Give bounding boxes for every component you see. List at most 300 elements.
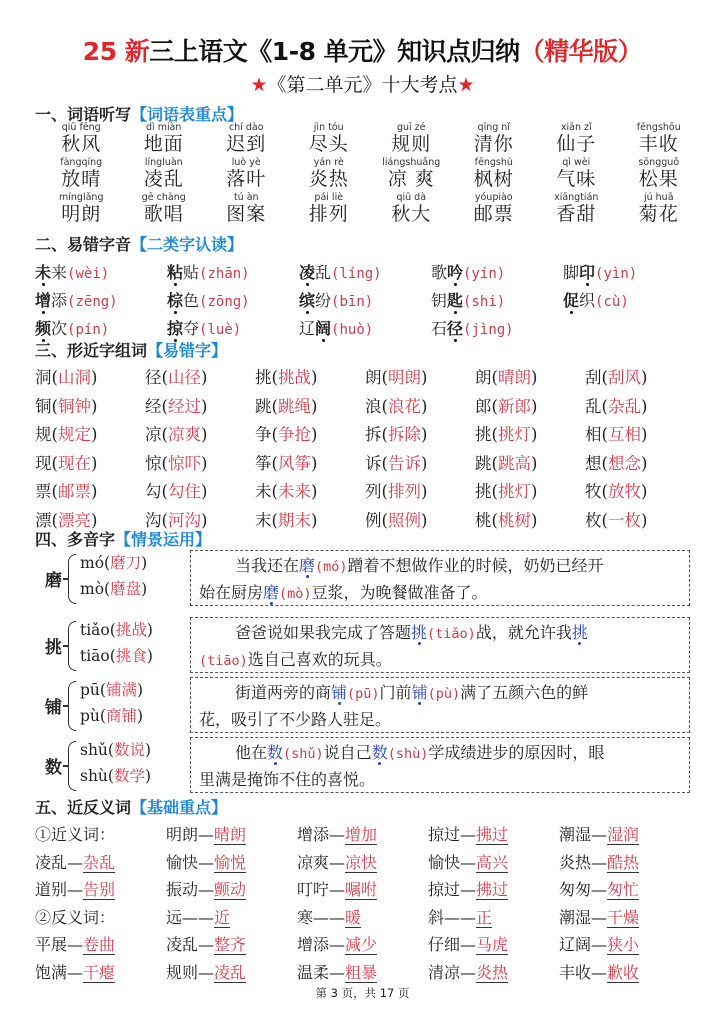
pinyin: fēngshù <box>474 157 513 168</box>
similar-char-item <box>585 450 695 474</box>
paren: ) <box>640 368 648 388</box>
compound-word: 挑灯 <box>497 425 531 445</box>
paren: ) <box>200 453 208 473</box>
pinyin: tú àn <box>233 192 259 203</box>
sentence-line <box>199 553 681 580</box>
word-pair <box>297 822 428 845</box>
char: 经 <box>145 396 162 416</box>
similar-char-item <box>365 507 475 531</box>
word: 潮湿— <box>559 907 608 927</box>
word: 远—— <box>166 907 215 927</box>
word-pair <box>559 960 690 983</box>
pinyin: jú huā <box>643 192 674 203</box>
word-pair <box>166 960 297 983</box>
answer: 晴朗 <box>214 825 247 845</box>
compound-word: 想念 <box>607 453 641 473</box>
similar-char-item <box>475 450 585 474</box>
reading-line <box>80 550 147 576</box>
vocab-item <box>370 192 453 227</box>
pronunciation-item <box>35 288 167 311</box>
highlight-char: 磨 <box>263 583 280 602</box>
pinyin: (zhān) <box>199 265 250 282</box>
pronunciation-item <box>299 316 431 339</box>
word-rest: 歌 <box>431 262 448 282</box>
sentence-line <box>199 620 681 647</box>
word-pair <box>428 822 559 845</box>
word: 明朗 <box>61 203 102 225</box>
similar-char-item <box>255 421 365 445</box>
similar-char-item <box>255 478 365 502</box>
word: 炎热 <box>308 168 349 190</box>
answer: 告别 <box>83 880 116 900</box>
word: 饱满— <box>35 962 84 982</box>
paren: ( <box>381 368 388 388</box>
answer: 愉悦 <box>214 852 247 872</box>
paren: ( <box>51 453 58 473</box>
word: 明朗— <box>166 825 215 845</box>
paren: ) <box>90 396 98 416</box>
word: 凉爽— <box>297 852 346 872</box>
pinyin: (zēng) <box>67 293 118 310</box>
word: 排列 <box>308 203 349 225</box>
paren: ( <box>51 396 58 416</box>
reading-line <box>80 737 151 763</box>
paren: ( <box>51 510 58 530</box>
word-rest: 辽 <box>299 318 316 338</box>
word-pair <box>428 932 559 955</box>
char: 浪 <box>365 396 382 416</box>
pinyin: (shǔ) <box>283 746 324 762</box>
word: 匆匆— <box>559 880 608 900</box>
heading-text: 四、多音字 <box>35 530 116 549</box>
word-rest: 脚 <box>563 262 580 282</box>
paren: ( <box>601 425 608 445</box>
pinyin: (bīn) <box>331 293 374 310</box>
paren: ( <box>109 621 116 639</box>
char: 末 <box>255 510 272 530</box>
pinyin: yóupiào <box>474 192 513 203</box>
vocab-row <box>40 157 700 192</box>
word: 叮咛— <box>297 880 346 900</box>
word: 图案 <box>226 203 267 225</box>
dotted-char: 增 <box>35 290 52 310</box>
paren: ) <box>90 453 98 473</box>
paren: ) <box>310 482 318 502</box>
word: 愉快— <box>428 852 477 872</box>
char: 铜 <box>35 396 52 416</box>
example-sentence-box <box>190 677 690 733</box>
polyphone-char: 铺 <box>45 698 62 718</box>
char: 挑 <box>255 368 272 388</box>
word-pair <box>559 850 690 873</box>
paren: ) <box>136 681 144 699</box>
word: 增添— <box>297 935 346 955</box>
word: 秋风 <box>61 133 102 155</box>
text: 里满是掩饰不住的喜悦。 <box>199 770 376 789</box>
vocab-item <box>40 192 123 227</box>
paren: ( <box>381 425 388 445</box>
compound-word: 山径 <box>167 368 201 388</box>
word: 平展— <box>35 935 84 955</box>
pinyin: yán rè <box>313 157 344 168</box>
word-rest: 次 <box>51 318 68 338</box>
similar-char-item <box>145 421 255 445</box>
pinyin: gē chàng <box>141 192 186 203</box>
text: 学成绩进步的原因时，眼 <box>428 743 605 762</box>
paren: ) <box>145 741 152 759</box>
word-pair <box>297 960 428 983</box>
synonym-row <box>35 820 695 848</box>
reading-word: 磨刀 <box>110 554 142 572</box>
vocab-item <box>40 157 123 192</box>
word-pair <box>428 905 559 928</box>
vocab-item <box>123 157 206 192</box>
answer: 整齐 <box>214 935 247 955</box>
answer: 暖 <box>345 907 362 927</box>
vocab-item <box>618 157 701 192</box>
answer: 拂过 <box>476 880 509 900</box>
synonym-row <box>35 958 695 986</box>
compound-word: 跳绳 <box>277 396 311 416</box>
compound-word: 凉爽 <box>167 425 201 445</box>
dotted-char: 印 <box>579 262 596 282</box>
similar-char-item <box>255 507 365 531</box>
reading-word: 数说 <box>113 741 145 759</box>
vocab-item <box>535 192 618 227</box>
word: 菊花 <box>638 203 679 225</box>
word-rest: 色 <box>183 290 200 310</box>
char: 朗 <box>475 368 492 388</box>
highlight-char: 数 <box>267 743 284 762</box>
paren: ( <box>107 767 114 785</box>
paren: ) <box>310 453 318 473</box>
word-rest: 添 <box>51 290 68 310</box>
pinyin: (shi) <box>463 293 506 310</box>
reading-pinyin: tiāo <box>80 647 110 665</box>
compound-word: 照例 <box>387 510 421 530</box>
sentence-line <box>199 707 681 732</box>
paren: ) <box>200 425 208 445</box>
word-rest: 来 <box>51 262 68 282</box>
vocab-item <box>453 192 536 227</box>
dotted-char: 匙 <box>447 290 464 310</box>
word: 规则— <box>166 962 215 982</box>
pinyin: dì miàn <box>146 122 182 133</box>
vocab-grid <box>40 122 700 227</box>
compound-word: 经过 <box>167 396 201 416</box>
pinyin: (tiǎo) <box>427 626 476 642</box>
char: 凉 <box>145 425 162 445</box>
reading-pinyin: tiǎo <box>80 621 110 639</box>
similar-char-item <box>255 393 365 417</box>
char: 惊 <box>145 453 162 473</box>
word-pair <box>428 960 559 983</box>
answer: 马虎 <box>476 935 509 955</box>
pinyin: qiū fēng <box>61 122 101 133</box>
word: 仔细— <box>428 935 477 955</box>
pinyin: fàngqíng <box>60 157 103 168</box>
word: 清凉— <box>428 962 477 982</box>
readings <box>80 737 151 789</box>
similar-char-item <box>585 393 695 417</box>
paren: ( <box>601 396 608 416</box>
polyphone-block <box>40 737 690 795</box>
paren: ( <box>381 453 388 473</box>
pinyin: (cù) <box>595 293 629 310</box>
char: 牧 <box>585 482 602 502</box>
paren: ( <box>104 554 111 572</box>
dotted-char: 阔 <box>315 318 332 338</box>
paren: ) <box>420 482 428 502</box>
pinyin: (zōng) <box>199 293 250 310</box>
paren: ( <box>601 453 608 473</box>
word: 温柔— <box>297 962 346 982</box>
dotted-char: 棕 <box>167 290 184 310</box>
compound-word: 风筝 <box>277 453 311 473</box>
word: 松果 <box>638 168 679 190</box>
answer: 酷热 <box>607 852 640 872</box>
paren: ) <box>310 510 318 530</box>
brace-icon <box>68 621 76 671</box>
reading-line <box>80 643 153 669</box>
pinyin: qiū dà <box>396 192 427 203</box>
pronunciation-item <box>431 260 563 283</box>
similar-char-item <box>365 478 475 502</box>
vocab-item <box>123 122 206 157</box>
word-pair <box>166 877 297 900</box>
similar-char-item <box>585 421 695 445</box>
paren: ) <box>420 453 428 473</box>
pinyin: pái liè <box>314 192 344 203</box>
pronunciation-item <box>431 288 563 311</box>
pinyin: (mó) <box>315 559 348 575</box>
row-label <box>35 905 166 928</box>
char: 规 <box>35 425 52 445</box>
word: 丰收 <box>638 133 679 155</box>
reading-pinyin: pù <box>80 707 100 725</box>
paren: ) <box>90 482 98 502</box>
similar-char-item <box>145 364 255 388</box>
vocab-item <box>205 192 288 227</box>
paren: ( <box>161 425 168 445</box>
char: 诉 <box>365 453 382 473</box>
paren: ) <box>200 482 208 502</box>
compound-word: 拆除 <box>387 425 421 445</box>
text: 他在 <box>235 743 268 762</box>
char: 郎 <box>475 396 492 416</box>
word-pair <box>559 905 690 928</box>
word-rest: 纷 <box>315 290 332 310</box>
pinyin: luò yè <box>231 157 261 168</box>
heading-tag: 【情景运用】 <box>115 530 212 549</box>
paren: ) <box>530 482 538 502</box>
word: 歌唱 <box>143 203 184 225</box>
page-title <box>0 32 725 68</box>
dotted-char: 缤 <box>299 290 316 310</box>
paren: ( <box>104 580 111 598</box>
answer: 狭小 <box>607 935 640 955</box>
compound-word: 互相 <box>607 425 641 445</box>
pronunciation-item <box>167 316 299 339</box>
polyphone-block <box>40 677 690 735</box>
text: 爸爸说如果我完成了答题 <box>235 623 412 642</box>
paren: ( <box>491 396 498 416</box>
highlight-char: 挑 <box>411 623 428 642</box>
similar-char-item <box>255 450 365 474</box>
text: 当我还在 <box>235 556 300 575</box>
synonym-row <box>35 875 695 903</box>
pinyin: xiān zǐ <box>560 122 592 133</box>
similar-char-item <box>585 478 695 502</box>
word: 邮票 <box>473 203 514 225</box>
pronunciation-item <box>299 288 431 311</box>
vocab-item <box>453 157 536 192</box>
compound-word: 期末 <box>277 510 311 530</box>
similar-chars-row <box>35 362 695 391</box>
reading-line <box>80 617 153 643</box>
char: 枚 <box>585 510 602 530</box>
subtitle-text: 《第二单元》十大考点 <box>267 74 458 96</box>
word-pair <box>166 850 297 873</box>
compound-word: 惊吓 <box>167 453 201 473</box>
char: 勾 <box>145 482 162 502</box>
vocab-item <box>288 192 371 227</box>
answer: 杂乱 <box>83 852 116 872</box>
reading-line <box>80 576 147 602</box>
synonym-row <box>35 848 695 876</box>
similar-char-item <box>585 364 695 388</box>
word: 气味 <box>556 168 597 190</box>
paren: ( <box>601 482 608 502</box>
char: 想 <box>585 453 602 473</box>
row-label <box>35 822 166 845</box>
char: 筝 <box>255 453 272 473</box>
reading-word: 数学 <box>113 767 145 785</box>
compound-word: 未来 <box>277 482 311 502</box>
compound-word: 挑灯 <box>497 482 531 502</box>
reading-pinyin: shù <box>80 767 108 785</box>
compound-word: 铜钟 <box>57 396 91 416</box>
compound-word: 告诉 <box>387 453 421 473</box>
section-heading-synonyms <box>35 795 227 818</box>
answer: 增加 <box>345 825 378 845</box>
similar-char-item <box>365 421 475 445</box>
reading-line <box>80 677 143 703</box>
text: 战，就允许我 <box>475 623 572 642</box>
word-pair <box>166 905 297 928</box>
polyphone-block <box>40 617 690 675</box>
page-number: 第 3 页，共 17 页 <box>315 986 410 1000</box>
similar-char-item <box>35 421 145 445</box>
answer: 歉收 <box>607 962 640 982</box>
polyphone-block <box>40 550 690 608</box>
answer: 干燥 <box>607 907 640 927</box>
reading-pinyin: mó <box>80 554 105 572</box>
polyphone-char: 数 <box>45 758 62 778</box>
pronunciation-item <box>167 260 299 283</box>
paren: ( <box>161 510 168 530</box>
text: 说自己 <box>323 743 372 762</box>
polyphone-char: 磨 <box>45 571 62 591</box>
pinyin: jìn tóu <box>313 122 344 133</box>
compound-word: 勾住 <box>167 482 201 502</box>
similar-char-item <box>365 450 475 474</box>
compound-word: 新郎 <box>497 396 531 416</box>
heading-text: 三、形近字组词 <box>35 341 148 360</box>
highlight-char: 铺 <box>331 683 348 702</box>
answer: 干瘪 <box>83 962 116 982</box>
title-suffix: （精华版） <box>519 37 643 66</box>
paren: ( <box>51 482 58 502</box>
similar-char-item <box>35 364 145 388</box>
pinyin: (pín) <box>67 321 110 338</box>
pronunciation-grid <box>35 257 695 341</box>
pinyin: qì wèi <box>562 157 591 168</box>
char: 沟 <box>145 510 162 530</box>
paren: ) <box>640 396 648 416</box>
pinyin: (jìng) <box>463 321 514 338</box>
char: 票 <box>35 482 52 502</box>
paren: ( <box>161 453 168 473</box>
similar-char-item <box>475 478 585 502</box>
dotted-char: 频 <box>35 318 52 338</box>
paren: ) <box>141 554 148 572</box>
paren: ) <box>90 510 98 530</box>
pinyin: (pù) <box>427 686 461 702</box>
word: 仙子 <box>556 133 597 155</box>
word-pair <box>35 877 166 900</box>
paren: ( <box>271 453 278 473</box>
pronunciation-row <box>35 313 695 341</box>
word-rest: 石 <box>431 318 448 338</box>
vocab-item <box>205 157 288 192</box>
paren: ) <box>640 482 648 502</box>
word: 尽头 <box>308 133 349 155</box>
char: 相 <box>585 425 602 445</box>
dotted-char: 凌 <box>299 262 316 282</box>
word-pair <box>559 822 690 845</box>
paren: ( <box>107 741 114 759</box>
compound-word: 漂亮 <box>57 510 91 530</box>
pronunciation-row <box>35 257 695 285</box>
reading-word: 挑战 <box>115 621 147 639</box>
paren: ( <box>161 368 168 388</box>
heading-tag: 【易错字】 <box>147 341 228 360</box>
compound-word: 放牧 <box>607 482 641 502</box>
reading-line <box>80 703 143 729</box>
char: 跳 <box>475 453 492 473</box>
char: 挑 <box>475 482 492 502</box>
word: 落叶 <box>226 168 267 190</box>
reading-word: 挑食 <box>115 647 147 665</box>
text: 选自己喜欢的玩具。 <box>247 650 392 669</box>
word: 凌乱— <box>35 852 84 872</box>
compound-word: 杂乱 <box>607 396 641 416</box>
vocab-item <box>370 122 453 157</box>
answer: 炎热 <box>476 962 509 982</box>
compound-word: 挑战 <box>277 368 311 388</box>
pinyin: (shù) <box>387 746 429 762</box>
synonym-row <box>35 930 695 958</box>
compound-word: 邮票 <box>57 482 91 502</box>
dotted-char: 未 <box>35 262 52 282</box>
sentence-line <box>199 680 681 707</box>
pronunciation-item <box>563 288 695 311</box>
paren: ( <box>601 510 608 530</box>
pinyin: sōngguǒ <box>638 157 680 168</box>
paren: ( <box>491 510 498 530</box>
answer: 匆忙 <box>607 880 640 900</box>
